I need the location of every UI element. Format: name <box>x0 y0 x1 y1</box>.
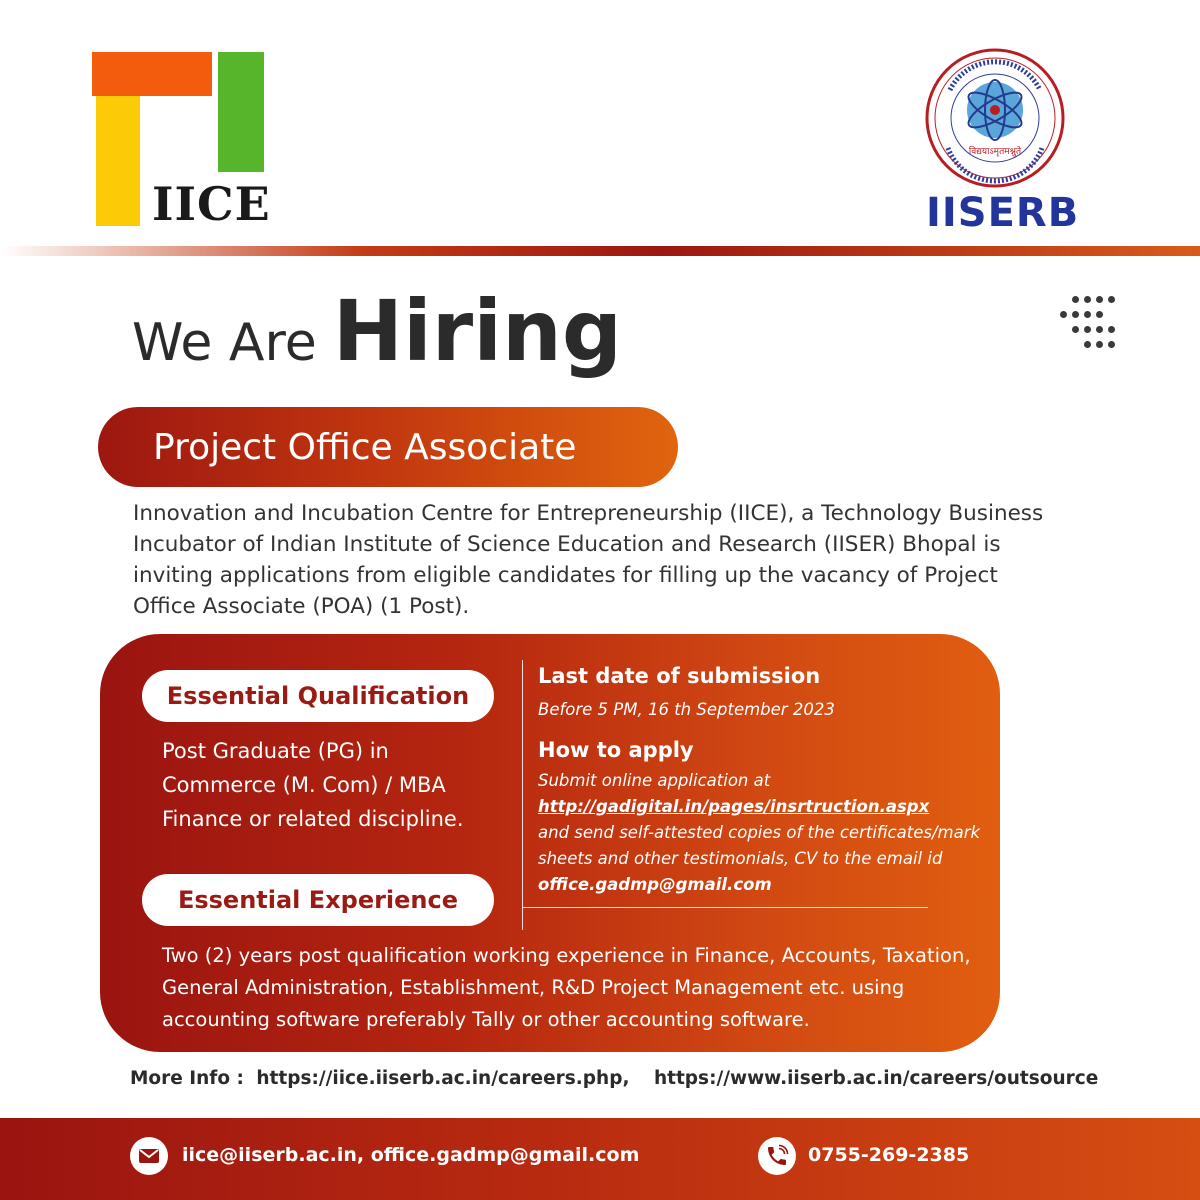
role-title <box>98 407 678 487</box>
dot <box>1096 311 1103 318</box>
column-divider <box>522 660 523 930</box>
dot <box>1060 311 1067 318</box>
qualification-text: Post Graduate (PG) in Commerce (M. Com) / MBA Finance or related discipline. <box>162 739 464 831</box>
dots-icon <box>1062 296 1122 352</box>
more-info-label: More Info : <box>130 1068 244 1089</box>
apply-email[interactable]: office.gadmp@gmail.com <box>538 875 772 894</box>
dot <box>1084 311 1091 318</box>
logo-bar-yellow <box>96 96 140 226</box>
more-info <box>130 1068 1104 1089</box>
logo-bar-green <box>218 52 264 172</box>
dot <box>1084 326 1091 333</box>
more-info-link-1[interactable]: https://iice.iiserb.ac.in/careers.php, <box>256 1068 630 1089</box>
dot <box>1084 296 1091 303</box>
dot <box>1108 296 1115 303</box>
apply-link[interactable]: http://gadigital.in/pages/insrtruction.aspx <box>538 797 930 816</box>
apply-line2: and send self-attested copies of the certificates/mark sheets and other testimonials, CV to the email id <box>538 823 981 868</box>
iice-wordmark: IICE <box>152 177 271 231</box>
apply-line1: Submit online application at <box>538 771 771 790</box>
dot <box>1072 326 1079 333</box>
section-divider <box>522 907 928 908</box>
apply-heading: How to apply <box>538 738 694 762</box>
dot <box>1096 326 1103 333</box>
experience-heading <box>142 874 494 926</box>
iiserb-wordmark: IISERB <box>926 190 1080 236</box>
apply-instructions <box>538 768 988 898</box>
experience-heading-label: Essential Experience <box>177 886 459 914</box>
footer-emails[interactable]: iice@iiserb.ac.in, office.gadmp@gmail.com <box>182 1144 640 1166</box>
seal-motto: विद्ययाऽमृतमश्नुते <box>968 147 1022 157</box>
qualification-heading-label: Essential Qualification <box>166 682 470 710</box>
intro-paragraph: Innovation and Incubation Centre for Entrepreneurship (IICE), a Technology Business Incubator of Indian Institute of Science Education and Research (IISER) Bhopal is inviting applications from eligible candidates for filling up the vacancy of Project Office Associate (POA) (1 Post). <box>133 501 1044 619</box>
phone-icon <box>758 1137 796 1175</box>
headline-bold: Hiring <box>332 282 622 380</box>
dot <box>1072 311 1079 318</box>
dot <box>1072 296 1079 303</box>
header-divider <box>0 246 1200 256</box>
iice-logo <box>92 52 292 230</box>
footer-phone[interactable]: 0755-269-2385 <box>808 1144 970 1166</box>
dot <box>1108 326 1115 333</box>
iiserb-logo <box>918 48 1078 238</box>
dot <box>1108 341 1115 348</box>
dot <box>1096 341 1103 348</box>
headline-light: We Are <box>132 313 317 373</box>
deadline-value: Before 5 PM, 16 th September 2023 <box>538 700 835 719</box>
mail-icon <box>130 1137 168 1175</box>
dot <box>1096 296 1103 303</box>
experience-text: Two (2) years post qualification working experience in Finance, Accounts, Taxation, General Administration, Establishment, R&D Project Management etc. using accounting software preferably Tally or other accounting software. <box>162 944 971 1031</box>
headline <box>132 282 622 380</box>
role-label: Project Office Associate <box>153 426 577 468</box>
deadline-heading: Last date of submission <box>538 664 821 688</box>
qualification-heading <box>142 670 494 722</box>
dot <box>1084 341 1091 348</box>
iiserb-seal-icon <box>920 48 1070 188</box>
logo-bar-orange <box>92 52 212 96</box>
more-info-link-2[interactable]: https://www.iiserb.ac.in/careers/outsource <box>653 1068 1099 1089</box>
